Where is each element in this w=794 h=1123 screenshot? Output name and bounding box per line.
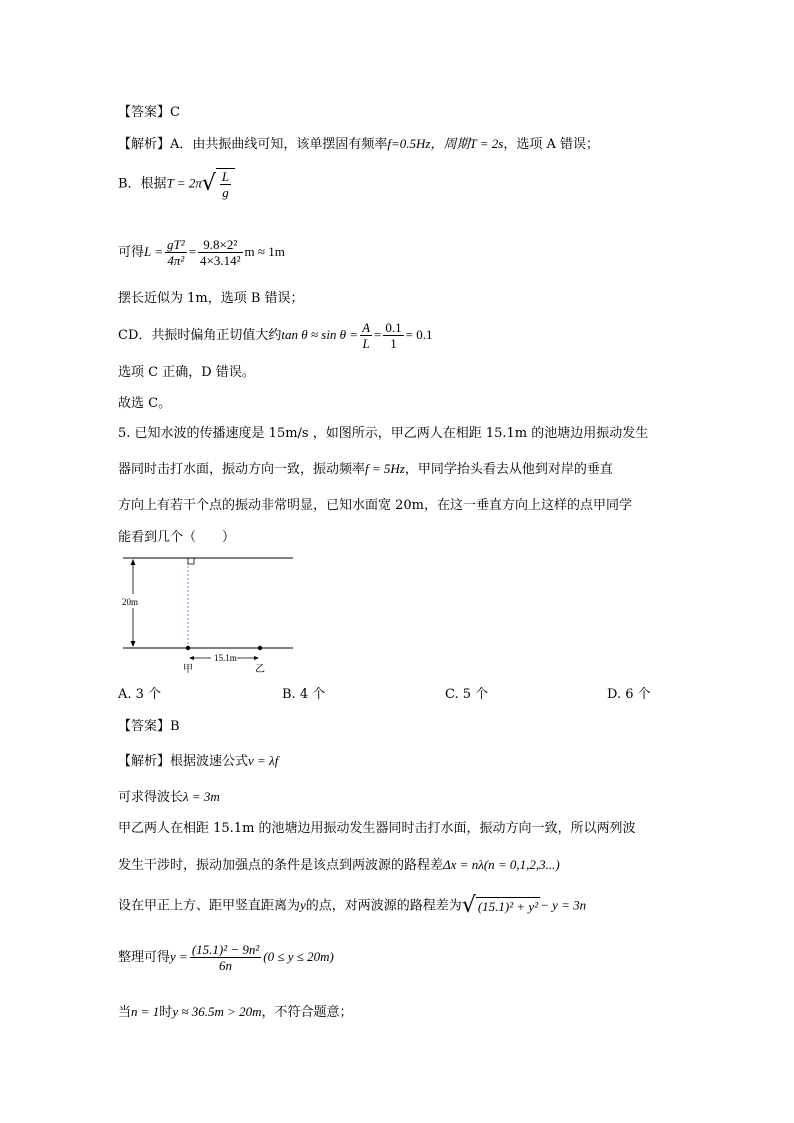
right-angle-mark: [188, 558, 194, 564]
paragraph-interference1: 甲乙两人在相距 15.1m 的池塘边用振动发生器同时击打水面，振动方向一致，所以两列波: [118, 821, 636, 836]
question5-line2: 器同时击打水面，振动方向一致，振动频率f = 5Hz，甲同学抬头看去从他到对岸的垂直: [118, 461, 613, 477]
answer2-label: 【答案】B: [118, 719, 180, 734]
sqrt-l-over-g: √ $\frac{L}{g}$: [202, 168, 235, 200]
length-approx: 摆长近似为 1m，选项 B 错误；: [118, 291, 304, 306]
rearranged-line: 整理可得y = $\frac{\text{(15.1)² − 9n²}}{6n}$ (0 ≤ y ≤ 20m): [118, 942, 334, 973]
derive-length: 可得L = $\frac{\text{gT²}}{\text{4π²}}$ = $\frac{\text{9.8×2²}}{\text{4×3.14²}}$ m ≈ 1m: [118, 237, 285, 268]
person-b-label: 乙: [255, 664, 265, 675]
question5-line3: 方向上有若干个点的振动非常明显，已知水面宽 20m，在这一垂直方向上这样的点甲同学: [118, 498, 633, 513]
width-label: 20m: [122, 597, 139, 607]
option-d[interactable]: D. 6 个: [607, 687, 651, 702]
distance-label: 15.1m: [214, 653, 237, 663]
wavelength-line: 可求得波长λ = 3m: [118, 789, 220, 805]
choose-c: 故选 C。: [118, 396, 172, 411]
paragraph-interference2: 发生干涉时，振动加强点的条件是该点到两波源的路程差Δx = nλ(n = 0,1,2,3...): [118, 857, 560, 873]
point-a: [186, 646, 190, 650]
person-a-label: 甲: [183, 664, 193, 675]
pond-figure: [115, 550, 300, 675]
analysis2-speed: 【解析】根据波速公式v = λf: [118, 753, 279, 769]
analysis-b: B．根据T = 2π√ $\frac{L}{g}$: [118, 168, 235, 200]
path-difference-line: 设在甲正上方、距甲竖直距离为y的点，对两波源的路程差为√ (15.1)² + y² − y = 3n: [118, 893, 587, 918]
question5-line1: 5. 已知水波的传播速度是 15m/s ，如图所示，甲乙两人在相距 15.1m 的池塘边用振动发生: [118, 426, 649, 441]
option-c[interactable]: C. 5 个: [445, 687, 489, 702]
option-b[interactable]: B. 4 个: [282, 687, 326, 702]
c-correct: 选项 C 正确，D 错误。: [118, 365, 255, 380]
answer-label: 【答案】C: [118, 105, 180, 120]
option-a[interactable]: A. 3 个: [118, 687, 162, 702]
analysis-cd: CD．共振时偏角正切值大约tan θ ≈ sin θ = $\frac{A}{L}$ = $\frac{0.1}{1}$ = 0.1: [118, 320, 433, 351]
analysis-a: 【解析】A．由共振曲线可知，该单摆固有频率f=0.5Hz，周期T = 2s，选项 A 错误；: [118, 136, 599, 152]
question5-line4: 能看到几个（ ）: [118, 530, 236, 545]
case-n1-line: 当n = 1时y ≈ 36.5m > 20m，不符合题意；: [118, 1004, 353, 1020]
point-b: [258, 646, 262, 650]
